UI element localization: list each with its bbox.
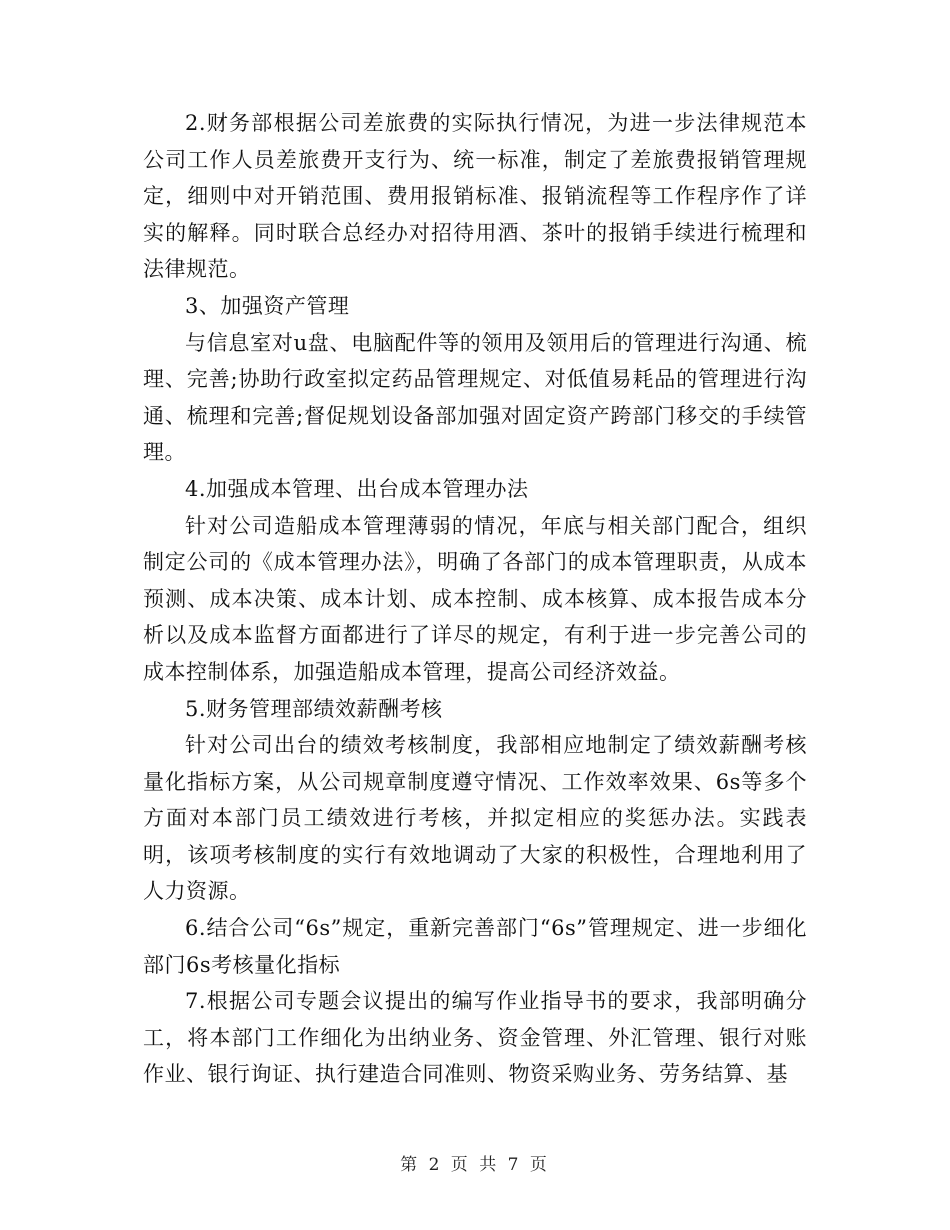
paragraph-performance: 针对公司出台的绩效考核制度，我部相应地制定了绩效薪酬考核量化指标方案，从公司规章制度遵守情况、工作效率效果、6s等多个方面对本部门员工绩效进行考核，并拟定相应的奖惩办法。实践表明，该项考核制度的实行有效地调动了大家的积极性，合理地利用了人力资源。: [143, 733, 807, 904]
paragraph-item-6: 6.结合公司“6s”规定，重新完善部门“6s”管理规定、进一步细化部门6s考核量化指标: [143, 916, 807, 977]
paragraph-cost-management: 针对公司造船成本管理薄弱的情况，年底与相关部门配合，组织制定公司的《成本管理办法》，明确了各部门的成本管理职责，从成本预测、成本决策、成本计划、成本控制、成本核算、成本报告成本分析以及成本监督方面都进行了详尽的规定，有利于进一步完善公司的成本控制体系，加强造船成本管理，提高公司经济效益。: [143, 513, 807, 684]
document-body: [143, 105, 807, 1093]
section-heading-cost-management: 4.加强成本管理、出台成本管理办法: [185, 476, 529, 501]
section-heading-asset-management: 3、加强资产管理: [185, 293, 350, 318]
section-heading-performance: 5.财务管理部绩效薪酬考核: [185, 696, 443, 721]
paragraph-asset-management: 与信息室对u盘、电脑配件等的领用及领用后的管理进行沟通、梳理、完善;协助行政室拟定药品管理规定、对低值易耗品的管理进行沟通、梳理和完善;督促规划设备部加强对固定资产跨部门移交的手续管理。: [143, 330, 807, 465]
page-number-footer: 第 2 页 共 7 页: [400, 1155, 550, 1175]
paragraph-item-2: 2.财务部根据公司差旅费的实际执行情况，为进一步法律规范本公司工作人员差旅费开支行为、统一标准，制定了差旅费报销管理规定，细则中对开销范围、费用报销标准、报销流程等工作程序作了详实的解释。同时联合总经办对招待用酒、茶叶的报销手续进行梳理和法律规范。: [143, 111, 807, 282]
paragraph-item-7: 7.根据公司专题会议提出的编写作业指导书的要求，我部明确分工，将本部门工作细化为出纳业务、资金管理、外汇管理、银行对账作业、银行询证、执行建造合同准则、物资采购业务、劳务结算、基: [143, 989, 807, 1087]
